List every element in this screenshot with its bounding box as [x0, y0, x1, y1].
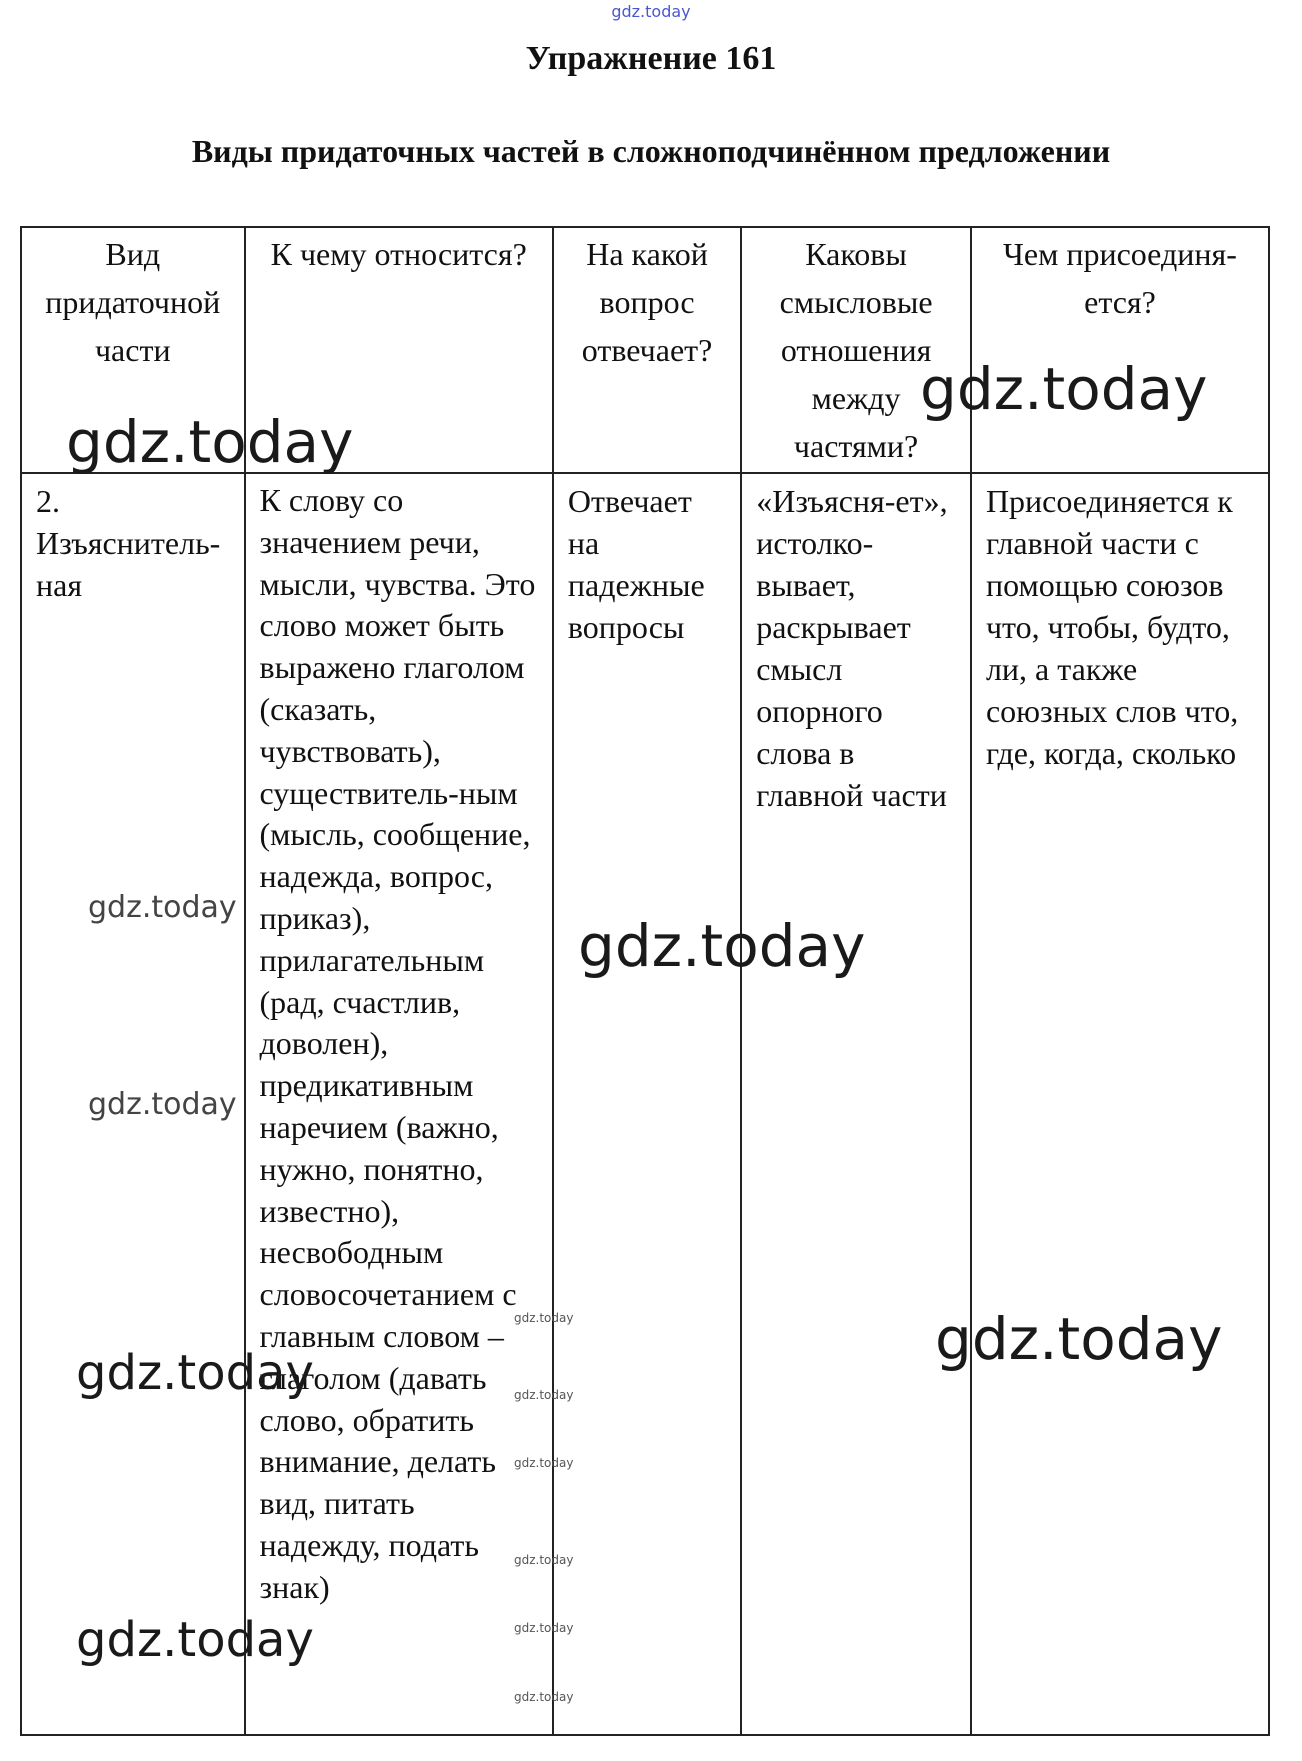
- page-title: Упражнение 161: [525, 40, 777, 77]
- watermark-overlay: gdz.today: [76, 1612, 314, 1668]
- clauses-table: [20, 226, 1270, 1736]
- table-row: [21, 473, 1269, 1735]
- watermark-overlay: gdz.today: [88, 1087, 237, 1122]
- cell-question: Отвечает на падежные вопросы: [553, 473, 741, 1735]
- watermark-overlay: gdz.today: [514, 1388, 574, 1402]
- header-relates-to: К чему относится?: [245, 227, 553, 473]
- watermark-overlay: gdz.today: [578, 912, 866, 980]
- header-connection: Чем присоединя-ется?: [971, 227, 1269, 473]
- page-subtitle: Виды придаточных частей в сложноподчинённом предложении: [191, 133, 1111, 169]
- cell-meaning: «Изъясня-ет», истолко-вывает, раскрывает смысл опорного слова в главной части: [741, 473, 971, 1735]
- watermark-overlay: gdz.today: [514, 1553, 574, 1567]
- cell-connection: Присоединяется к главной части с помощью союзов что, чтобы, будто, ли, а также союзных слов что, где, когда, сколько: [971, 473, 1269, 1735]
- watermark-overlay: gdz.today: [514, 1690, 574, 1704]
- cell-relates-to: К слову со значением речи, мысли, чувства. Это слово может быть выражено глаголом (сказать, чувствовать), существитель-ным (мысль, сообщение, надежда, вопрос, приказ), прилагательным (рад, счастлив, доволен), предикативным наречием (важно, нужно, понятно, известно), несвободным словосочетанием с главным словом – глаголом (давать слово, обратить внимание, делать вид, питать надежду, подать знак): [245, 473, 553, 1735]
- watermark-overlay: gdz.today: [76, 1345, 314, 1401]
- watermark-overlay: gdz.today: [514, 1311, 574, 1325]
- top-watermark: gdz.today: [611, 2, 691, 21]
- table-header-row: [21, 227, 1269, 473]
- header-question: На какой вопрос отвечает?: [553, 227, 741, 473]
- watermark-overlay: gdz.today: [66, 408, 354, 476]
- watermark-overlay: gdz.today: [514, 1456, 574, 1470]
- header-clause-type: Вид придаточной части: [21, 227, 245, 473]
- watermark-overlay: gdz.today: [88, 890, 237, 925]
- cell-clause-type: 2. Изъяснитель-ная: [21, 473, 245, 1735]
- watermark-overlay: gdz.today: [920, 355, 1208, 423]
- watermark-overlay: gdz.today: [935, 1305, 1223, 1373]
- header-meaning: Каковы смысловые отношения между частями?: [741, 227, 971, 473]
- watermark-overlay: gdz.today: [514, 1621, 574, 1635]
